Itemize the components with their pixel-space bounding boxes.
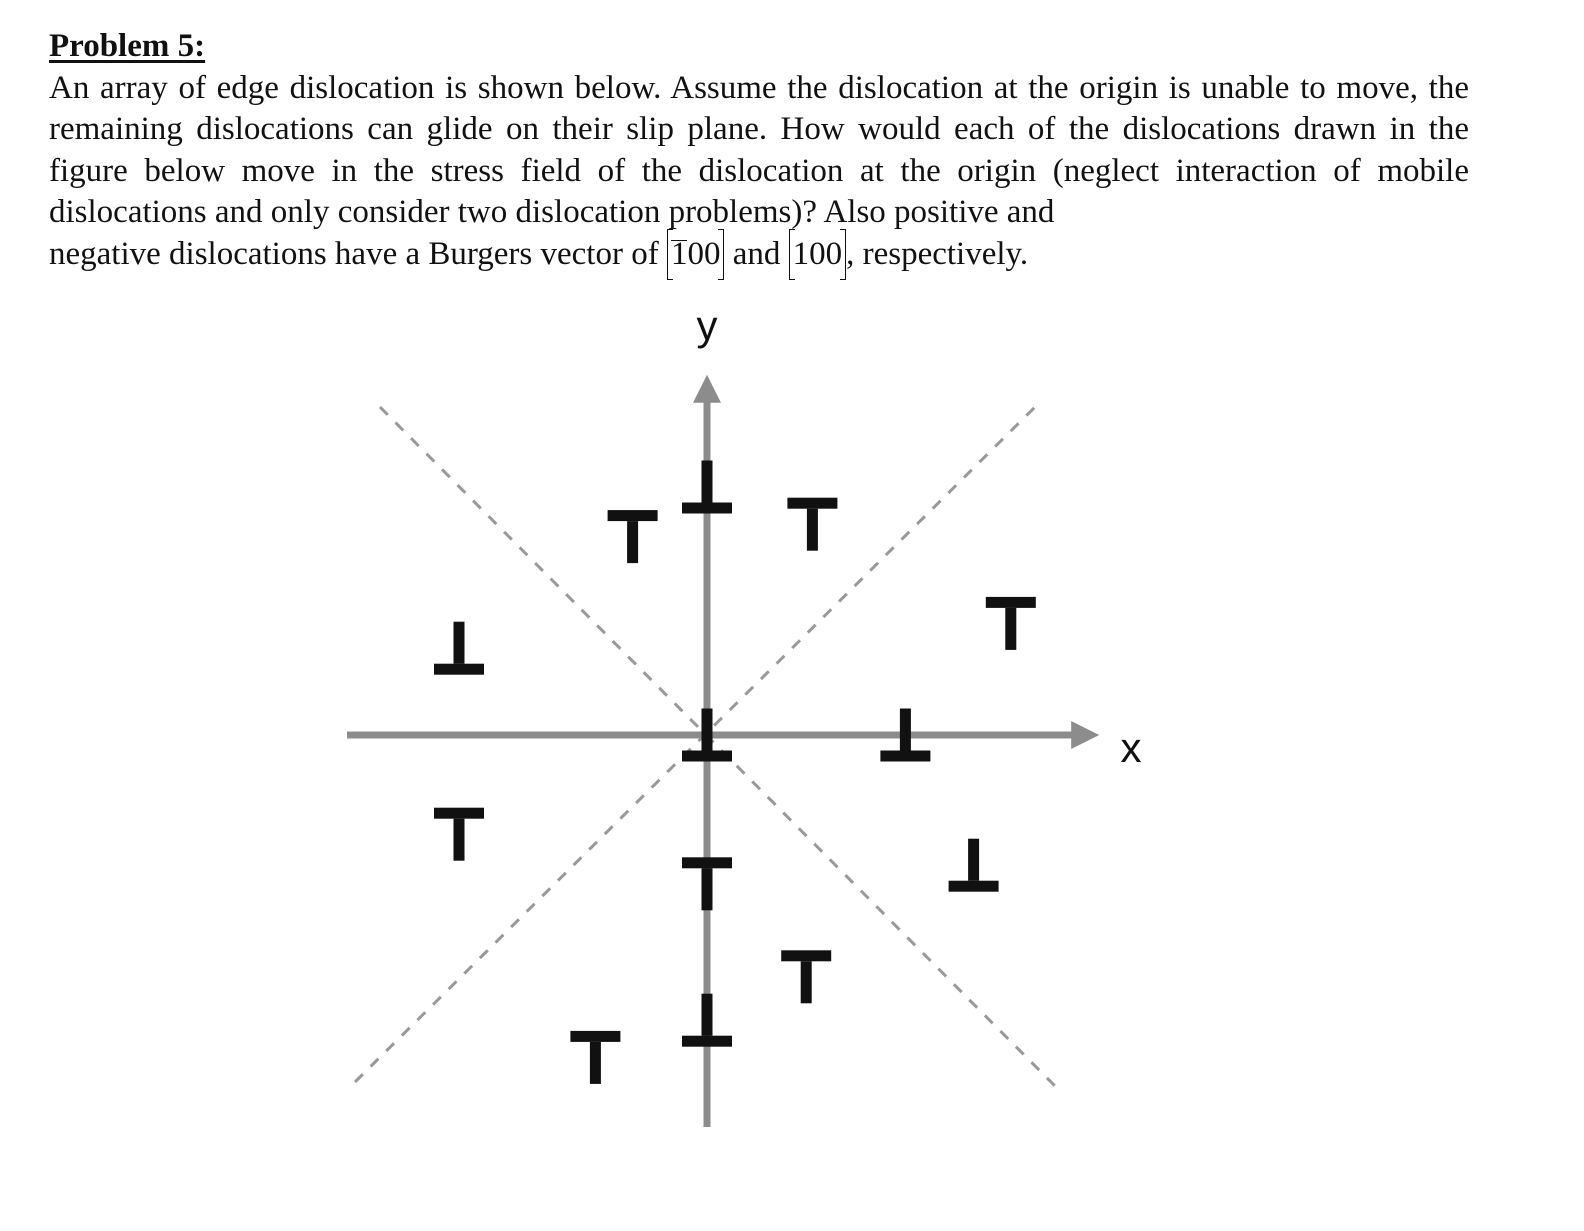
- dislocation-stem: [702, 709, 713, 751]
- y-axis-label: y: [696, 302, 718, 349]
- dislocation-stem: [702, 868, 713, 910]
- dislocation-slip-bar: [787, 498, 837, 509]
- problem-body-text: An array of edge dislocation is shown below. Assume the dislocation at the origin is unable to move, the remaining dislocations can glide on their slip plane. How would each of the dislocations drawn in the figure below move in the stress field of the dislocation at the origin (neglect interaction of mobile dislocations and only consider two dislocation problems)? Also positive and: [49, 69, 1469, 230]
- dislocation-symbol-bottom-left: [570, 1031, 620, 1084]
- dislocation-slip-bar: [608, 510, 658, 521]
- last-line-suffix: , respectively.: [846, 235, 1029, 272]
- burgers-negative-rest: 00: [687, 235, 721, 272]
- and-word: and: [732, 235, 781, 272]
- dislocation-symbol-right-lower: [949, 839, 999, 892]
- dislocation-slip-bar: [986, 597, 1036, 608]
- dislocation-symbol-left-upper: [434, 622, 484, 675]
- dislocation-symbol-right-upper: [986, 597, 1036, 650]
- dislocation-stem: [1005, 608, 1016, 650]
- dislocation-slip-bar: [682, 751, 732, 762]
- dislocation-stem: [454, 622, 465, 664]
- dislocation-slip-bar: [434, 664, 484, 675]
- burgers-negative-overbar-digit: 1: [670, 235, 688, 272]
- dislocation-stem: [807, 509, 818, 551]
- dislocation-slip-bar: [781, 950, 831, 961]
- dislocation-stem: [968, 839, 979, 881]
- dislocation-symbol-left-lower: [434, 808, 484, 861]
- dislocation-stem: [454, 819, 465, 861]
- dislocation-symbol-y-axis-lower: [682, 857, 732, 910]
- last-line-prefix: negative dislocations have a Burgers vector of: [49, 235, 659, 272]
- dislocation-slip-bar: [434, 808, 484, 819]
- dislocation-slip-bar: [570, 1031, 620, 1042]
- dislocation-stem: [702, 994, 713, 1036]
- dislocation-slip-bar: [880, 751, 930, 762]
- dislocation-slip-bar: [682, 857, 732, 868]
- dislocation-stem: [627, 521, 638, 563]
- dislocation-stem: [590, 1042, 601, 1084]
- dislocation-slip-bar: [682, 1036, 732, 1047]
- burgers-positive-digits: 100: [792, 235, 843, 272]
- dislocation-symbol-y-axis-top: [682, 461, 732, 514]
- dislocation-symbol-y-axis-bottom: [682, 994, 732, 1047]
- dislocation-stem: [900, 709, 911, 751]
- dislocation-slip-bar: [949, 881, 999, 892]
- dislocation-symbol-upper-left-1: [608, 510, 658, 563]
- x-axis-label: x: [1120, 724, 1142, 771]
- dislocation-slip-bar: [682, 503, 732, 514]
- problem-title: Problem 5:: [49, 28, 206, 64]
- dislocation-symbol-upper-right-1: [787, 498, 837, 551]
- dislocation-stem: [801, 961, 812, 1003]
- dislocation-symbol-lower-right: [781, 950, 831, 1003]
- dislocation-stem: [702, 461, 713, 503]
